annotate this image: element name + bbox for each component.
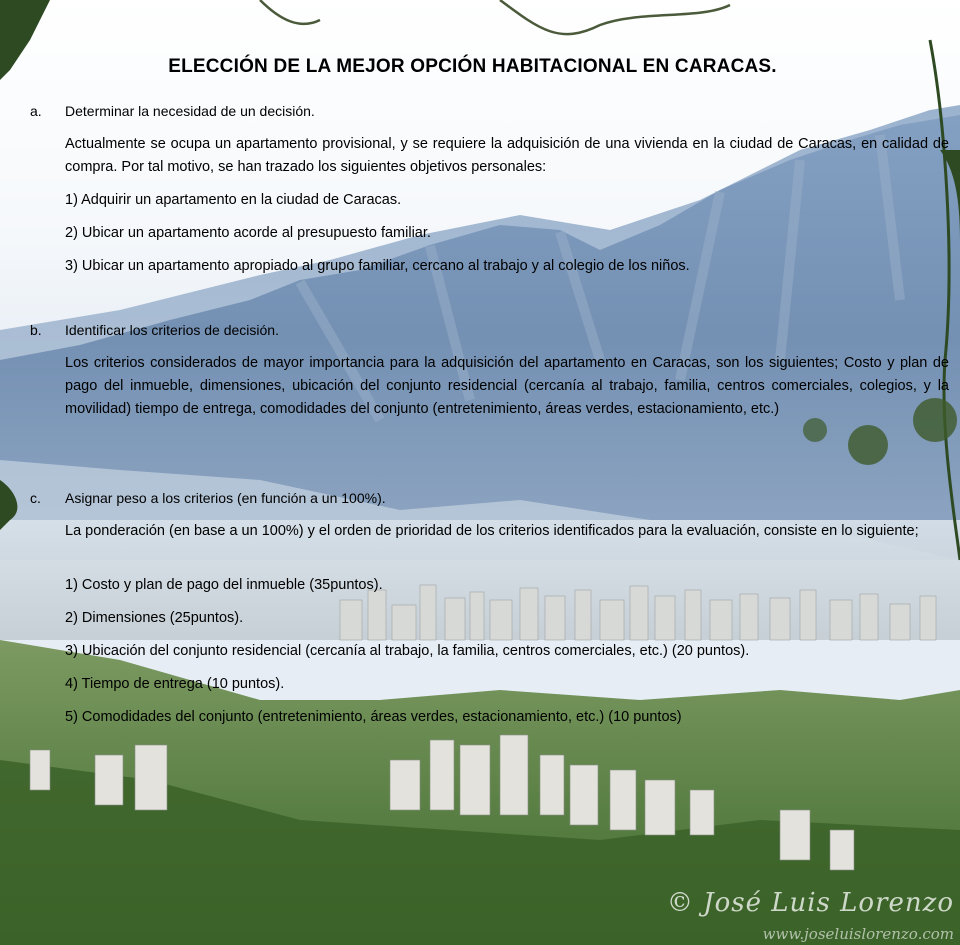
section-b-heading: Identificar los criterios de decisión. [65,322,279,338]
section-a-marker: a. [30,103,42,119]
section-c-item: 2) Dimensiones (25puntos). [65,610,244,626]
section-c-item: 1) Costo y plan de pago del inmueble (35puntos). [65,577,383,593]
document-title: ELECCIÓN DE LA MEJOR OPCIÓN HABITACIONAL EN CARACAS. [168,56,777,77]
section-a-item: 1) Adquirir un apartamento en la ciudad de Caracas. [65,192,402,208]
section-a-paragraph: Actualmente se ocupa un apartamento provisional, y se requiere la adquisición de una vivienda en la ciudad de Caracas, en calidad de compra. Por tal motivo, se han trazado los siguientes objetivos personales: [65,136,949,175]
section-c-paragraph: La ponderación (en base a un 100%) y el orden de prioridad de los criterios identificados para la evaluación, consiste en lo siguiente; [65,523,919,539]
photo-url-watermark: www.joseluislorenzo.com [762,925,954,943]
section-c-item: 3) Ubicación del conjunto residencial (cercanía al trabajo, la familia, centros comerciales, etc.) (20 puntos). [65,643,750,659]
section-a-item: 2) Ubicar un apartamento acorde al presupuesto familiar. [65,225,431,241]
section-a-item: 3) Ubicar un apartamento apropiado al grupo familiar, cercano al trabajo y al colegio de los niños. [65,258,690,274]
photo-signature-watermark: © José Luis Lorenzo [666,888,954,918]
section-b-paragraph: Los criterios considerados de mayor importancia para la adquisición del apartamento en Caracas, son los siguientes; Costo y plan de pago del inmueble, dimensiones, ubicación del conjunto residencial (cercanía al trabajo, familia, centros comerciales, colegios, y la movilidad) tiempo de entrega, comodidades del conjunto (entretenimiento, áreas verdes, estacionamiento, etc.) [65,355,949,417]
section-a-heading: Determinar la necesidad de un decisión. [65,103,315,119]
section-c-item: 5) Comodidades del conjunto (entretenimiento, áreas verdes, estacionamiento, etc.) (10 puntos) [65,709,682,725]
section-c-marker: c. [30,490,41,506]
section-c-item: 4) Tiempo de entrega (10 puntos). [65,676,285,692]
section-c-heading: Asignar peso a los criterios (en función a un 100%). [65,490,386,506]
section-b-marker: b. [30,322,42,338]
